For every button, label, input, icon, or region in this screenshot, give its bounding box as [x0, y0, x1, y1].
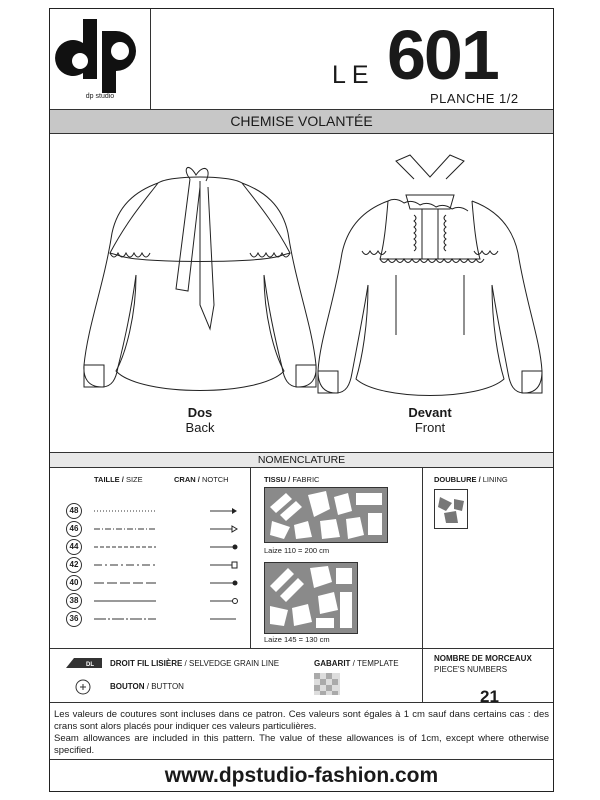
front-view-drawing	[318, 155, 542, 396]
size-row	[66, 539, 240, 555]
size-line-icon	[90, 521, 240, 537]
size-row	[66, 503, 240, 519]
model-prefix: LE	[332, 61, 375, 89]
size-row	[66, 611, 240, 627]
size-badge: 46	[66, 521, 82, 537]
website-url[interactable]: www.dpstudio-fashion.com	[164, 764, 439, 787]
notch-column-header: CRAN / NOTCH	[174, 475, 229, 484]
grain-tag: DL	[86, 662, 94, 668]
back-view-label-en: Back	[185, 420, 215, 435]
garment-illustrations	[50, 135, 555, 425]
front-view-label	[390, 405, 470, 435]
size-row	[66, 593, 240, 609]
pattern-sheet	[49, 8, 554, 792]
size-line-icon	[90, 611, 240, 627]
size-badge: 42	[66, 557, 82, 573]
back-view-label-fr: Dos	[187, 405, 213, 420]
size-badge: 48	[66, 503, 82, 519]
fabric-header: TISSU / FABRIC	[264, 475, 320, 484]
fabric-layout-1-diagram	[264, 487, 388, 543]
lining-header: DOUBLURE / LINING	[434, 475, 508, 484]
lining-layout-diagram	[434, 489, 468, 529]
fabric-layout-1-label: Laize 110 = 200 cm	[264, 546, 330, 555]
template-label: GABARIT / TEMPLATE	[314, 659, 399, 668]
size-line-icon	[90, 593, 240, 609]
size-row	[66, 521, 240, 537]
size-line-icon	[90, 503, 240, 519]
size-line-icon	[90, 557, 240, 573]
pieces-count: 21	[480, 687, 499, 706]
front-view-label-fr: Devant	[408, 405, 452, 420]
grain-line-label: DROIT FIL LISIÈRE / SELVEDGE GRAIN LINE	[110, 659, 280, 668]
seam-allowance-notes	[54, 709, 549, 757]
notes-en: Seam allowances are included in this pattern. The value of these allowances is of 1cm, except where otherwise specified.	[54, 733, 549, 756]
brand-logo	[50, 9, 150, 109]
button-label: BOUTON / BUTTON	[110, 682, 184, 691]
fabric-layout-2-label: Laize 145 = 130 cm	[264, 635, 330, 644]
size-badge: 40	[66, 575, 82, 591]
template-swatch-icon	[314, 673, 340, 695]
nomenclature-title: NOMENCLATURE	[50, 452, 553, 468]
dp-logo-icon	[50, 9, 150, 93]
notes-fr: Les valeurs de coutures sont incluses dans ce patron. Ces valeurs sont égales à 1 cm sauf dans certains cas : des crans sont alors placés pour indiquer ces valeurs particulières.	[54, 709, 549, 732]
size-column-header: TAILLE / SIZE	[94, 475, 143, 484]
model-number: 601	[387, 16, 498, 94]
button-icon	[74, 678, 92, 696]
size-row	[66, 575, 240, 591]
pattern-title: CHEMISE VOLANTÉE	[50, 109, 553, 134]
front-view-label-en: Front	[414, 420, 446, 435]
back-view-label	[160, 405, 240, 435]
brand-caption: dp studio	[85, 93, 115, 100]
size-badge: 38	[66, 593, 82, 609]
size-badge: 44	[66, 539, 82, 555]
size-line-icon	[90, 539, 240, 555]
back-view-drawing	[84, 167, 316, 390]
size-badge: 36	[66, 611, 82, 627]
grain-line-icon	[64, 657, 104, 669]
size-row	[66, 557, 240, 573]
pieces-title: NOMBRE DE MORCEAUX	[434, 654, 532, 663]
sheet-number: PLANCHE 1/2	[430, 91, 519, 106]
pieces-subtitle: PIECE'S NUMBERS	[434, 665, 508, 674]
fabric-layout-2-diagram	[264, 562, 358, 634]
size-line-icon	[90, 575, 240, 591]
